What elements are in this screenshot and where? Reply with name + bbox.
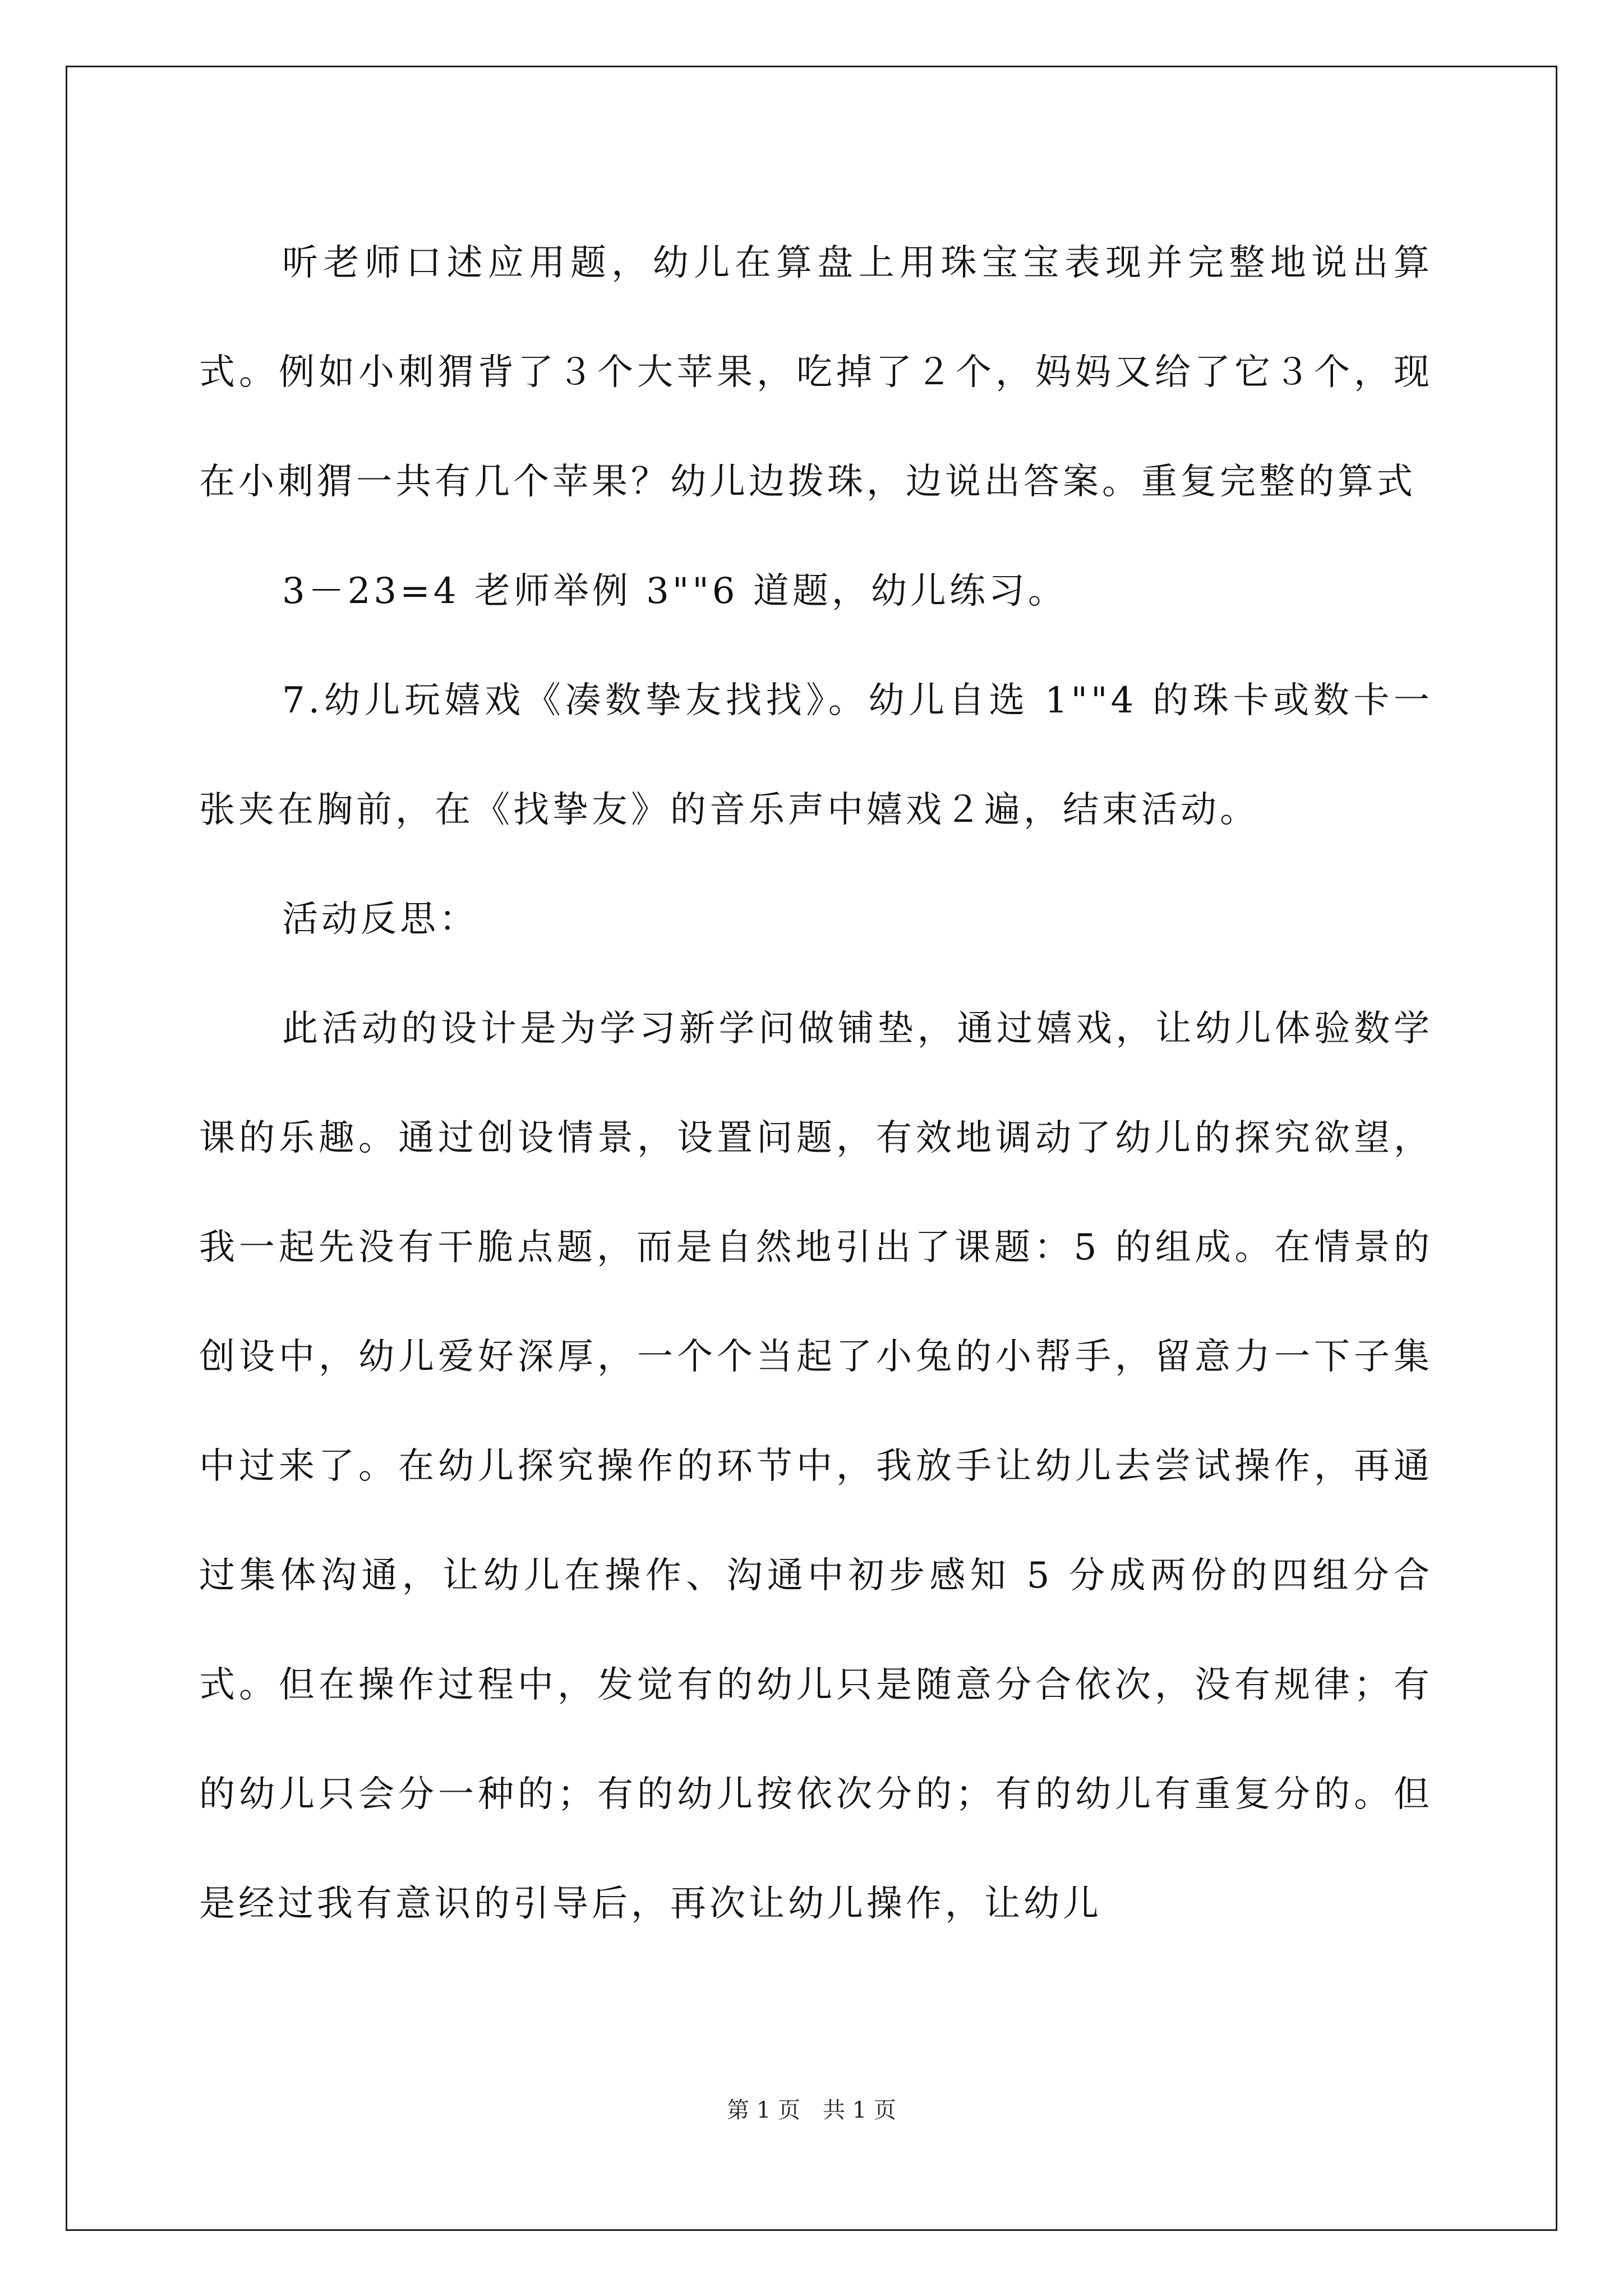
paragraph-1: 听老师口述应用题，幼儿在算盘上用珠宝宝表现并完整地说出算式。例如小刺猬背了３个大苹果，吃掉了２个，妈妈又给了它３个，现在小刺猬一共有几个苹果？幼儿边拨珠，边说出答案。重复完整的算式 (199, 242, 1433, 503)
paragraph-4-heading: 活动反思： (282, 899, 478, 940)
paragraph-5: 此活动的设计是为学习新学问做铺垫，通过嬉戏，让幼儿体验数学课的乐趣。通过创设情景，设置问题，有效地调动了幼儿的探究欲望，我一起先没有干脆点题，而是自然地引出了课题：5 的组成。在情景的创设中，幼儿爱好深厚，一个个当起了小兔的小帮手，留意力一下子集中过来了。在幼儿探究操作的环节中，我放手让幼儿去尝试操作，再通过集体沟通，让幼儿在操作、沟通中初步感知 5 分成两份的四组分合式。但在操作过程中，发觉有的幼儿只是随意分合依次，没有规律；有的幼儿只会分一种的；有的幼儿按依次分的；有的幼儿有重复分的。但是经过我有意识的引导后，再次让幼儿操作，让幼儿 (199, 1008, 1433, 1925)
document-body (199, 209, 1433, 1959)
paragraph-3: 7.幼儿玩嬉戏《凑数挚友找找》。幼儿自选 1""4 的珠卡或数卡一张夹在胸前，在《找挚友》的音乐声中嬉戏２遍，结束活动。 (199, 680, 1433, 831)
paragraph-2: 3－23=4 老师举例 3""6 道题，幼儿练习。 (282, 570, 1067, 612)
page-number-footer: 第 1 页 共 1 页 (727, 2097, 896, 2123)
